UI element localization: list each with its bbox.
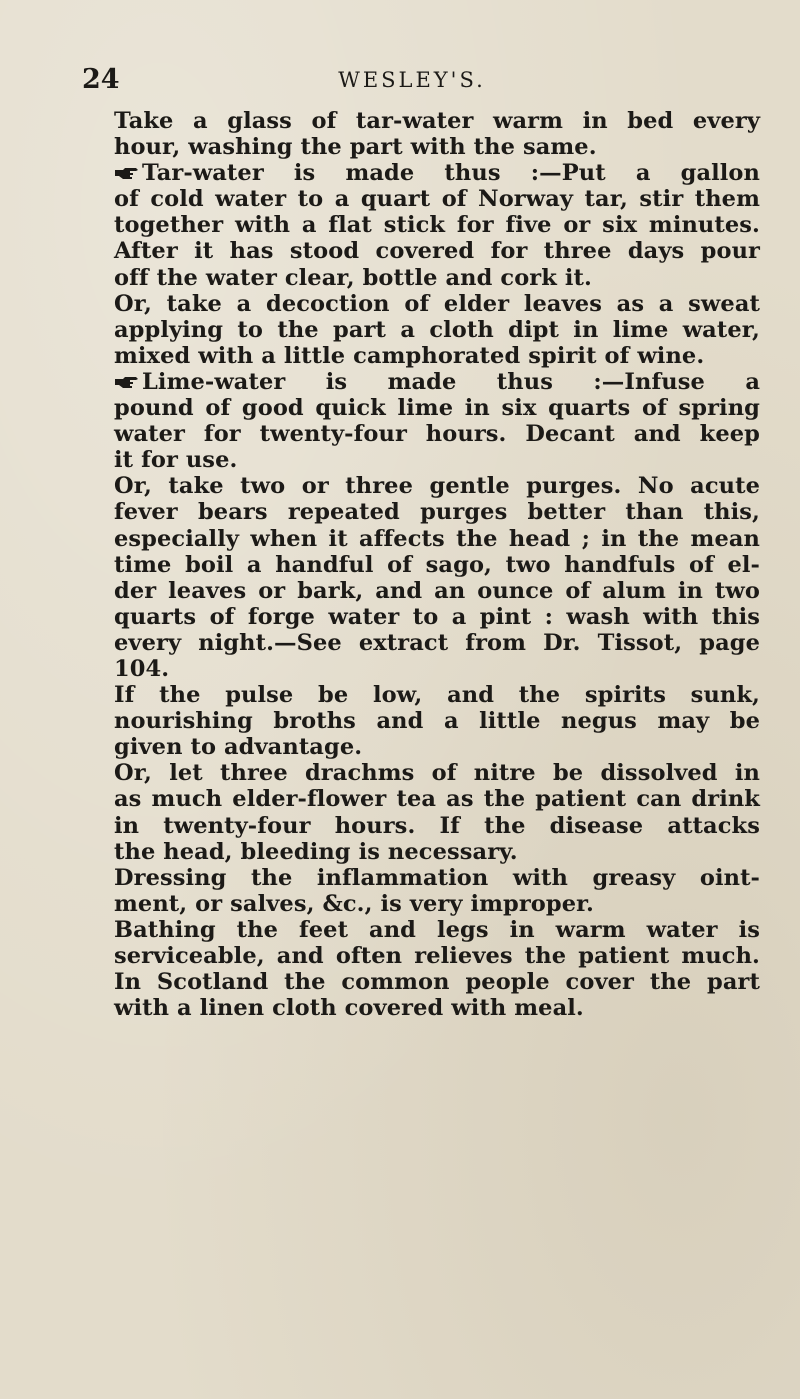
text-line: quarts of forge water to a pint : wash with this bbox=[114, 603, 760, 630]
text-line: If the pulse be low, and the spirits sunk, bbox=[114, 682, 760, 709]
text-line bbox=[114, 160, 760, 186]
text-line: After it has stood covered for three days pour bbox=[114, 238, 760, 265]
text-line: In Scotland the common people cover the part bbox=[114, 969, 760, 996]
text-line: der leaves or bark, and an ounce of alum in two bbox=[114, 577, 760, 604]
text-line: off the water clear, bottle and cork it. bbox=[114, 264, 592, 291]
text-line: serviceable, and often relieves the patient much. bbox=[114, 943, 760, 969]
running-head bbox=[82, 60, 742, 100]
text-line: given to advantage. bbox=[114, 734, 363, 761]
text-line: time boil a handful of sago, two handfuls of el- bbox=[114, 551, 760, 578]
text-line: mixed with a little camphorated spirit of wine. bbox=[114, 342, 705, 369]
text-line: Bathing the feet and legs in warm water is bbox=[114, 916, 760, 943]
text-line: water for twenty-four hours. Decant and keep bbox=[114, 421, 760, 448]
text-line: Or, take a decoction of elder leaves as a sweat bbox=[114, 290, 760, 317]
text-line: Or, take two or three gentle purges. No acute bbox=[114, 473, 760, 500]
text-line: pound of good quick lime in six quarts of spring bbox=[114, 395, 760, 422]
text-line: it for use. bbox=[114, 447, 238, 474]
text-line: especially when it affects the head ; in the mean bbox=[114, 525, 760, 552]
text-line: hour, washing the part with the same. bbox=[114, 134, 597, 161]
text-line: the head, bleeding is necessary. bbox=[114, 838, 518, 865]
manicule-icon bbox=[114, 374, 140, 390]
text-line: applying to the part a cloth dipt in lime water, bbox=[114, 316, 760, 343]
text-line: with a linen cloth covered with meal. bbox=[114, 995, 584, 1022]
text-line: nourishing broths and a little negus may be bbox=[114, 708, 760, 735]
manicule-icon bbox=[114, 165, 140, 181]
text-line-content: Lime-water is made thus :—Infuse a bbox=[142, 368, 760, 395]
text-line-content: Tar-water is made thus :—Put a gallon bbox=[142, 160, 760, 187]
text-line: Or, let three drachms of nitre be dissolved in bbox=[114, 760, 760, 787]
text-line: of cold water to a quart of Norway tar, stir them bbox=[114, 186, 760, 213]
text-line: ment, or salves, &c., is very improper. bbox=[114, 890, 594, 917]
text-body bbox=[114, 108, 760, 1021]
text-line: 104. bbox=[114, 655, 170, 682]
text-line: together with a flat stick for five or six minutes. bbox=[114, 212, 760, 239]
text-line: fever bears repeated purges better than this, bbox=[114, 499, 760, 526]
text-line: in twenty-four hours. If the disease attacks bbox=[114, 812, 760, 839]
text-line bbox=[114, 369, 760, 395]
text-line: Take a glass of tar-water warm in bed every bbox=[114, 108, 760, 134]
running-title: WESLEY'S. bbox=[338, 68, 486, 92]
text-line: every night.—See extract from Dr. Tissot, page bbox=[114, 629, 760, 656]
page-number: 24 bbox=[82, 64, 120, 95]
text-line: Dressing the inflammation with greasy oint- bbox=[114, 864, 760, 891]
text-line: as much elder-flower tea as the patient can drink bbox=[114, 786, 760, 813]
